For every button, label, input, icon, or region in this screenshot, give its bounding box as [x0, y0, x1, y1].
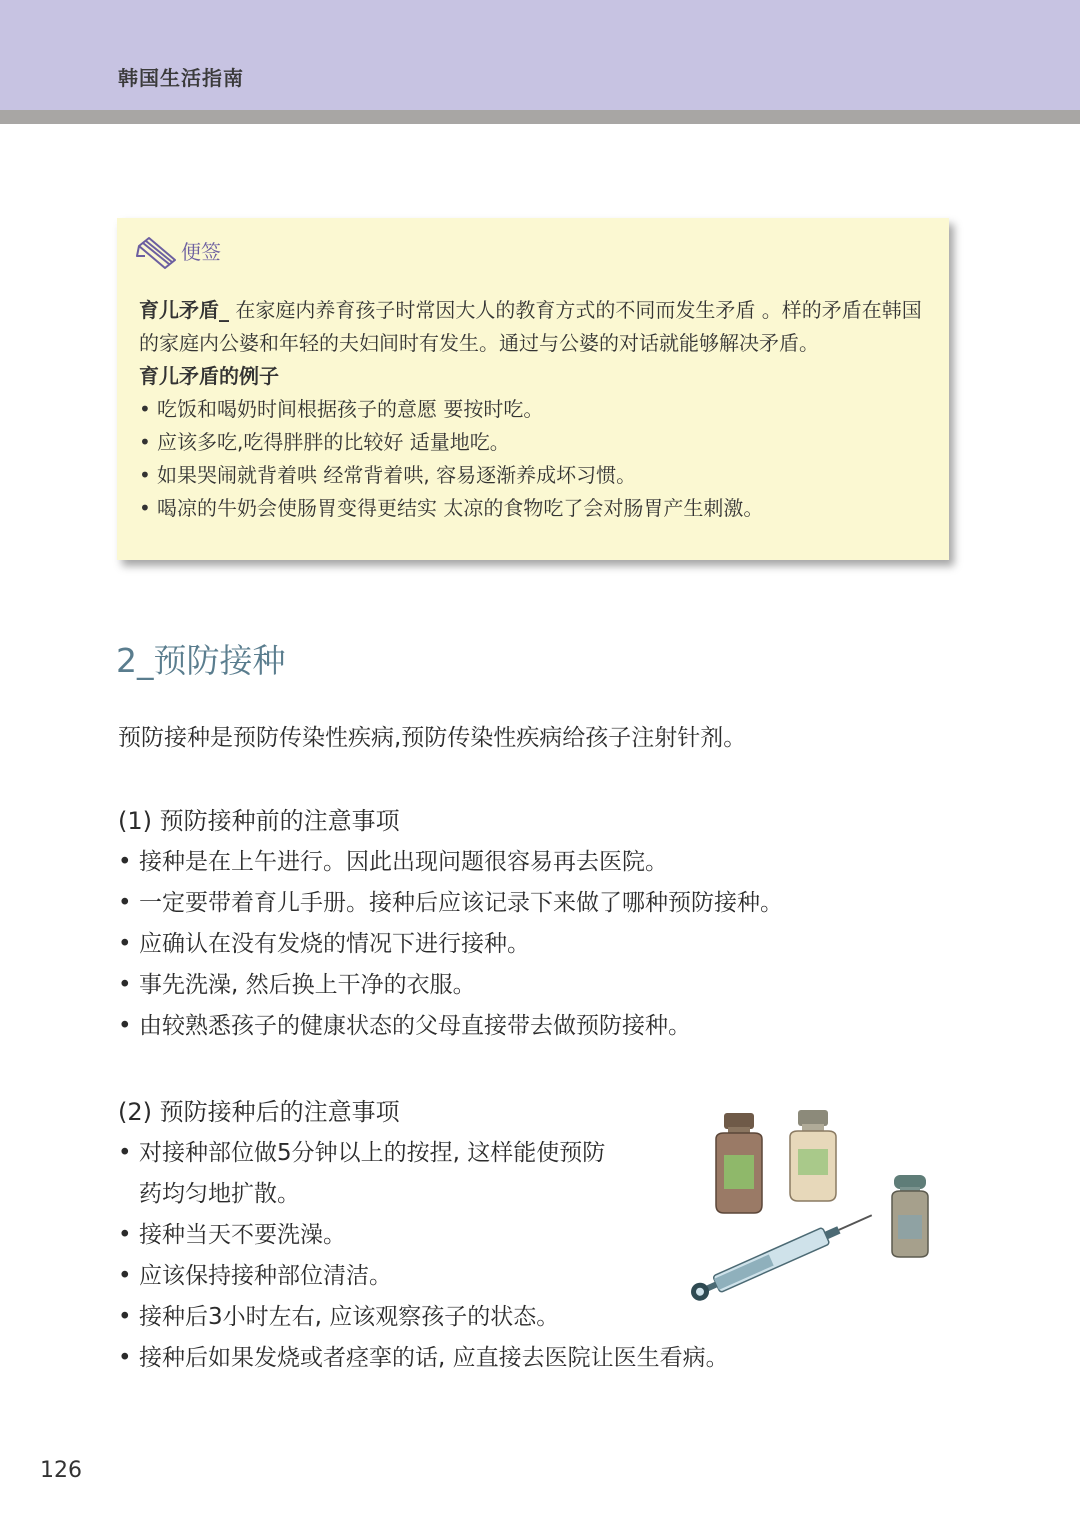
section-title: 2_预防接种: [116, 641, 286, 680]
list-item: • 接种后如果发烧或者痉挛的话, 应直接去医院让医生看病。: [118, 1338, 729, 1379]
list-item: • 如果哭闹就背着哄 经常背着哄, 容易逐渐养成坏习惯。: [139, 459, 939, 492]
memo-definition-text: 在家庭内养育孩子时常因大人的教育方式的不同而发生矛盾 。样的矛盾在韩国的家庭内公婆和年轻的夫妇间时有发生。通过与公婆的对话就能够解决矛盾。: [139, 298, 922, 355]
list-item: • 应该多吃,吃得胖胖的比较好 适量地吃。: [139, 426, 939, 459]
list-item: • 应确认在没有发烧的情况下进行接种。: [118, 924, 783, 965]
list-item: • 吃饭和喝奶时间根据孩子的意愿 要按时吃。: [139, 393, 939, 426]
list-item: • 喝凉的牛奶会使肠胃变得更结实 太凉的食物吃了会对肠胃产生刺激。: [139, 492, 939, 525]
memo-body: [139, 294, 939, 525]
before-vaccination-list: [118, 842, 783, 1047]
list-item: • 由较熟悉孩子的健康状态的父母直接带去做预防接种。: [118, 1006, 783, 1047]
list-item: • 接种是在上午进行。因此出现问题很容易再去医院。: [118, 842, 783, 883]
memo-examples-list: [139, 393, 939, 525]
vial-icon: [716, 1113, 762, 1213]
list-item: • 应该保持接种部位清洁。: [118, 1256, 729, 1297]
memo-examples-title: 育儿矛盾的例子: [139, 364, 279, 388]
header-band: [0, 0, 1080, 110]
list-item: • 事先洗澡, 然后换上干净的衣服。: [118, 965, 783, 1006]
header-rule: [0, 110, 1080, 124]
memo-definition: [139, 294, 939, 360]
running-header-title: 韩国生活指南: [118, 66, 244, 90]
vial-icon: [892, 1175, 928, 1257]
section-intro: 预防接种是预防传染性疾病,预防传染性疾病给孩子注射针剂。: [118, 725, 747, 751]
vaccine-illustration: [680, 1105, 950, 1305]
memo-box: [117, 218, 949, 560]
list-item-continued: 药均匀地扩散。: [139, 1181, 300, 1207]
after-vaccination-heading: (2) 预防接种后的注意事项: [118, 1098, 400, 1126]
list-item: • 一定要带着育儿手册。接种后应该记录下来做了哪种预防接种。: [118, 883, 783, 924]
vial-icon: [790, 1110, 836, 1201]
page-number: 126: [40, 1458, 82, 1483]
syringe-icon: [688, 1207, 875, 1304]
list-item: [118, 1133, 729, 1215]
memo-term: 育儿矛盾_: [139, 298, 229, 322]
before-vaccination-heading: (1) 预防接种前的注意事项: [118, 807, 400, 835]
list-item-text: 对接种部位做5分钟以上的按捏, 这样能使预防: [139, 1140, 606, 1166]
list-item: • 接种后3小时左右, 应该观察孩子的状态。: [118, 1297, 729, 1338]
list-item: • 接种当天不要洗澡。: [118, 1215, 729, 1256]
pencil-icon: [135, 232, 179, 272]
memo-label: 便签: [181, 240, 221, 264]
after-vaccination-list: [118, 1133, 729, 1379]
